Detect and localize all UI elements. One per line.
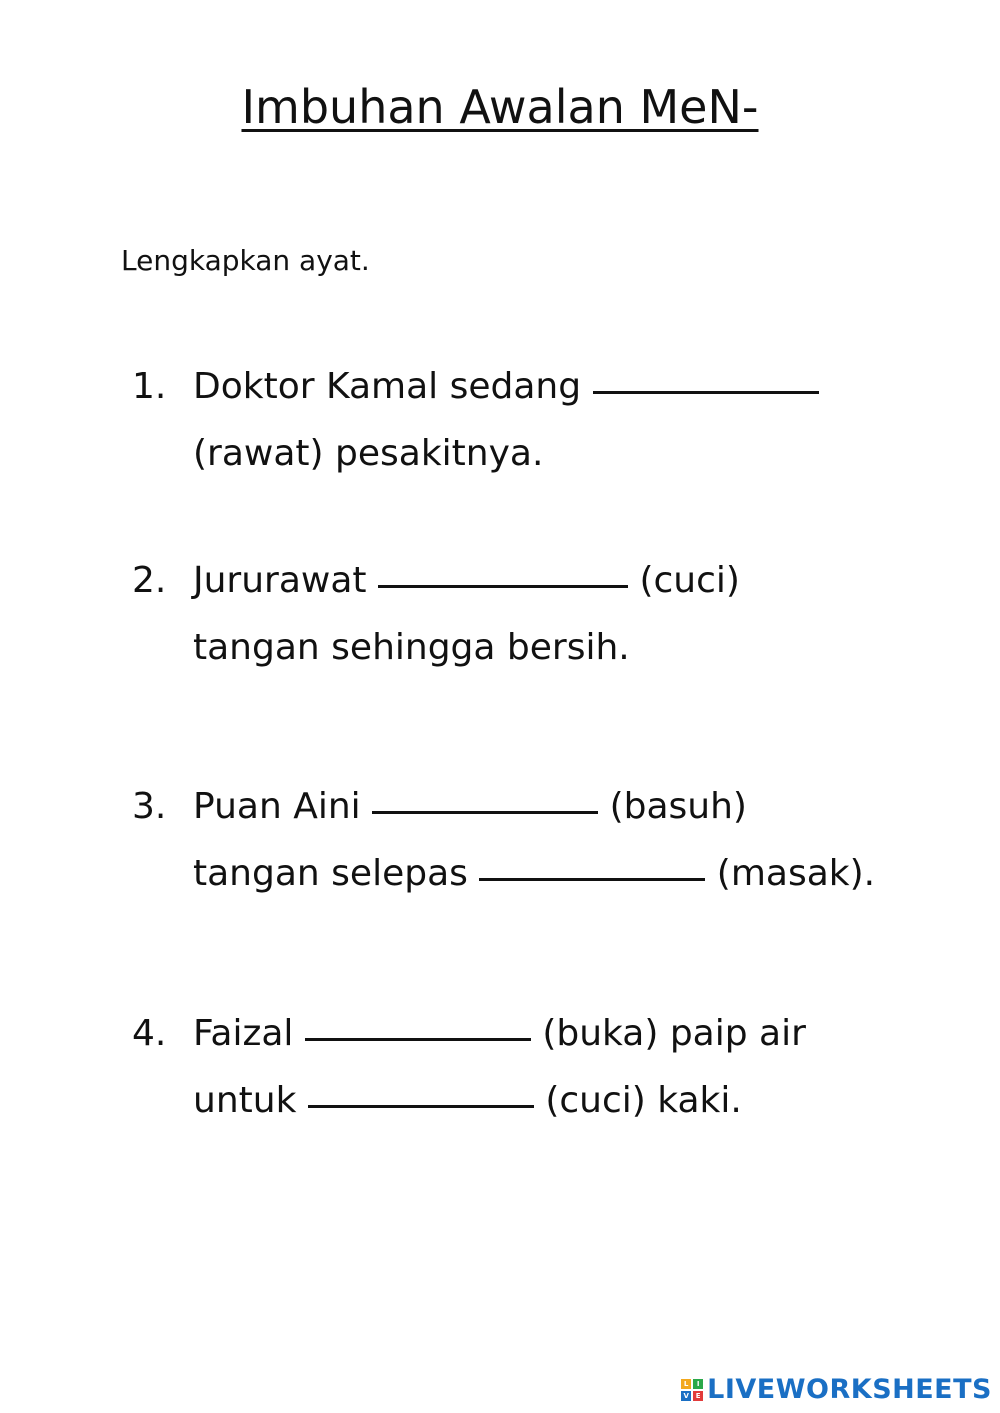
question-number: 1. bbox=[132, 366, 167, 407]
instruction-text: Lengkapkan ayat. bbox=[121, 244, 370, 277]
question-text: (rawat) pesakitnya. bbox=[193, 433, 544, 474]
liveworksheets-logo bbox=[681, 1374, 992, 1405]
question-text: Jururawat bbox=[193, 560, 367, 601]
answer-blank-5[interactable] bbox=[305, 1038, 531, 1041]
question-number: 3. bbox=[132, 786, 167, 827]
question-text: (masak). bbox=[716, 853, 876, 894]
answer-blank-3[interactable] bbox=[372, 811, 598, 814]
question-number: 2. bbox=[132, 560, 167, 601]
question-text: Faizal bbox=[193, 1013, 294, 1054]
answer-blank-1[interactable] bbox=[593, 391, 819, 394]
question-text: tangan selepas bbox=[193, 853, 468, 894]
logo-cell: L bbox=[681, 1379, 691, 1389]
question-line-2 bbox=[193, 853, 875, 894]
question-text: untuk bbox=[193, 1080, 297, 1121]
worksheet-title: Imbuhan Awalan MeN- bbox=[241, 80, 759, 134]
logo-cell: V bbox=[681, 1391, 691, 1401]
logo-squares-icon bbox=[681, 1379, 703, 1401]
answer-blank-2[interactable] bbox=[378, 585, 628, 588]
question-line-1 bbox=[193, 560, 740, 601]
question-line-2 bbox=[193, 433, 543, 474]
question-text: Doktor Kamal sedang bbox=[193, 366, 582, 407]
question-text: tangan sehingga bersih. bbox=[193, 627, 630, 668]
question-line-2 bbox=[193, 627, 630, 668]
question-line-2 bbox=[193, 1080, 742, 1121]
answer-blank-4[interactable] bbox=[479, 878, 705, 881]
question-line-1 bbox=[193, 786, 747, 827]
question-text: Puan Aini bbox=[193, 786, 361, 827]
question-text: (cuci) kaki. bbox=[545, 1080, 742, 1121]
question-line-1 bbox=[193, 1013, 806, 1054]
question-text: (buka) paip air bbox=[542, 1013, 806, 1054]
question-text: (basuh) bbox=[609, 786, 747, 827]
question-line-1 bbox=[193, 366, 819, 407]
logo-cell: I bbox=[693, 1379, 703, 1389]
question-text: (cuci) bbox=[639, 560, 740, 601]
question-number: 4. bbox=[132, 1013, 167, 1054]
answer-blank-6[interactable] bbox=[308, 1105, 534, 1108]
logo-cell: E bbox=[693, 1391, 703, 1401]
brand-name: LIVEWORKSHEETS bbox=[707, 1374, 992, 1405]
